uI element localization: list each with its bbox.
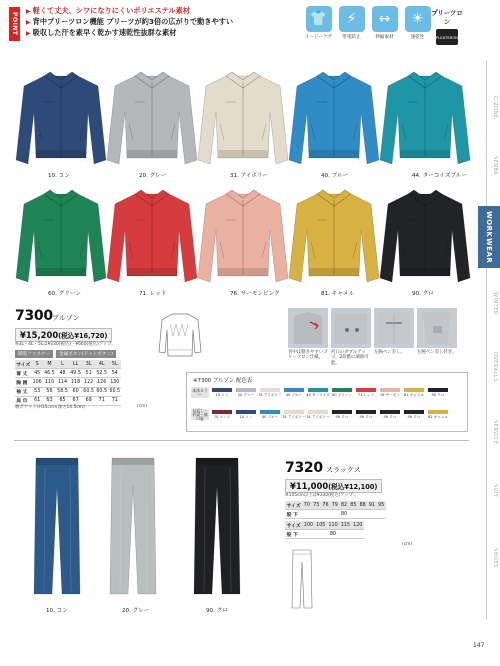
- side-tab-overalls[interactable]: OVERALLS: [492, 352, 498, 382]
- jacket-image: [14, 68, 108, 170]
- product-name-7320: スラックス: [326, 466, 361, 474]
- jacket-item: [287, 186, 381, 288]
- price-note-7320: ※105cm以上は¥330(税込)アップ。: [285, 493, 358, 498]
- side-tab-service[interactable]: SERVICE: [492, 420, 498, 445]
- color-chart-row: [191, 409, 449, 420]
- pants-item: [32, 456, 82, 596]
- feature-antistatic: ⚡ 帯電防止: [336, 6, 367, 40]
- color-swatch: 81 キャメル: [427, 410, 449, 420]
- color-swatch: 40 ブルー: [283, 388, 305, 398]
- jacket-image: [287, 186, 381, 288]
- price-note-7300: ※3L・4L・5Lは¥330(税込)・¥660(税込)アップ。: [15, 342, 116, 347]
- jacket-image: [196, 186, 290, 288]
- point-tag: POINT: [9, 7, 20, 41]
- pants-image: [32, 456, 82, 596]
- size-table-7300: [15, 360, 121, 406]
- feature-easy-care: 👕 イージーケア: [303, 6, 334, 40]
- brand-badge: PLEATSRON: [436, 29, 458, 45]
- quick-dry-icon: ☀: [405, 6, 431, 32]
- size-row: 胸 囲 106 110 114 118 122 126 130: [15, 378, 121, 387]
- color-swatch: 31 アイボリー: [259, 388, 281, 398]
- product-code-7300: 7300: [15, 308, 53, 324]
- jacket-item: [105, 68, 199, 170]
- jacket-item: [196, 68, 290, 170]
- feature-quick-dry: ☀ 速乾性: [402, 6, 433, 40]
- jacket-item: [14, 186, 108, 288]
- brand-logo: プリーツロン PLEATSRON: [430, 8, 464, 45]
- detail-photo-collar: [331, 308, 371, 348]
- color-chart-row-label: 本体カラー: [192, 387, 208, 397]
- color-swatch: 90 クロ: [379, 410, 401, 420]
- side-tab-shoes[interactable]: SHOES: [492, 548, 498, 568]
- color-swatch: 81 キャメル: [403, 388, 425, 398]
- pants-color-label: 90. クロ: [206, 608, 228, 614]
- highlight-1: ▶ 軽くて丈夫、シワになりにくいポリエステル素材: [26, 6, 191, 15]
- side-tab-suit[interactable]: SUIT: [492, 484, 498, 498]
- color-swatch: 60 グリーン: [331, 388, 353, 398]
- pants-image: [108, 456, 158, 596]
- color-swatch: 44 ターコイズ: [307, 388, 329, 398]
- color-swatch: 40 ブルー: [259, 410, 281, 420]
- size-row: 着 丈 45 46.5 48 49.5 51 52.5 54: [15, 369, 121, 378]
- size-header-row: サイズ 70 73 76 79 82 85 88 91 95: [286, 502, 385, 509]
- pants-item: [192, 456, 242, 596]
- stretch-icon: ↔: [372, 6, 398, 32]
- jacket-image: [196, 68, 290, 170]
- color-chart-row: [191, 387, 449, 398]
- side-nav-line: [486, 60, 487, 620]
- jacket-image: [287, 68, 381, 170]
- jacket-color-label: 20. グレー: [139, 173, 167, 179]
- color-swatch: 10 コン: [235, 410, 257, 420]
- jacket-item: [378, 186, 472, 288]
- color-swatch: 90 クロ: [403, 410, 425, 420]
- antistatic-icon: ⚡: [339, 6, 365, 32]
- color-swatch: 76 サーモン: [379, 388, 401, 398]
- price-7320: ¥11,000(税込¥12,100): [285, 479, 382, 493]
- product-code-7320: 7320: [285, 460, 323, 476]
- feature-stretch: ↔ 伸縮素材: [369, 6, 400, 40]
- size-row: 股 下 80: [285, 530, 364, 539]
- color-swatch: 31 アイボリー: [283, 410, 305, 420]
- color-chart-title: ※7300 ブルゾン 配色表: [193, 378, 253, 384]
- highlight-3: ▶ 吸収した汗を素早く乾かす速乾性抜群な素材: [26, 28, 177, 37]
- pocket-note: 胸ポケット(H15cm×深さ14.5cm): [15, 405, 85, 410]
- color-swatch: 20 グレー: [235, 388, 257, 398]
- product-name-7300: ブルゾン: [52, 314, 80, 322]
- color-swatch: 90 クロ: [427, 388, 449, 398]
- side-tab-work-wear[interactable]: WORK WEAR: [478, 206, 500, 268]
- color-chart-7300: [186, 372, 468, 432]
- jacket-image: [105, 186, 199, 288]
- jacket-item: [14, 68, 108, 170]
- side-tab-winter[interactable]: WINTER: [492, 292, 498, 315]
- jacket-item: [196, 186, 290, 288]
- jacket-back-sketch: [158, 310, 202, 358]
- detail-photo-arm-pen: [417, 308, 457, 348]
- page-number: 147: [473, 642, 485, 649]
- color-swatch: 31 アイボリー: [307, 410, 329, 420]
- side-tab-c-zone[interactable]: C-ZONE: [492, 96, 498, 119]
- jacket-item: [378, 68, 472, 170]
- detail-caption-1: 背中は動きやすいプリーツロン仕様。: [288, 350, 328, 361]
- size-table-7320-a: [285, 501, 386, 519]
- jacket-color-label: 71. レッド: [139, 291, 167, 297]
- jacket-image: [105, 68, 199, 170]
- color-chart-row-label: 見返し・衿裏・袖口裏: [192, 407, 208, 421]
- feature-icons: [303, 6, 433, 40]
- pants-color-label: 20. グレー: [122, 608, 150, 614]
- jacket-color-label: 60. グリーン: [48, 291, 81, 297]
- badge-zipper: 制電ファスナー: [15, 350, 53, 358]
- side-tab-senba[interactable]: SENBA: [492, 156, 498, 176]
- feature-badges-7300: [15, 350, 116, 358]
- detail-caption-4: 左腕ペン差し付き。: [417, 350, 457, 355]
- pants-image: [192, 456, 242, 596]
- jacket-image: [378, 68, 472, 170]
- detail-photo-chest-pocket: [374, 308, 414, 348]
- color-swatch: 70 エンジ: [211, 410, 233, 420]
- badge-button: 金属ボタン(ドットボタン): [56, 350, 116, 358]
- size-header-row: サイズ 100 105 110 115 120: [286, 522, 363, 529]
- pants-item: [108, 456, 158, 596]
- detail-photo-back-pleat: [288, 308, 328, 348]
- size-header-row: サイズ S M L LL 3L 4L 5L: [15, 360, 121, 369]
- jacket-item: [287, 68, 381, 170]
- jacket-color-label: 10. コン: [48, 173, 70, 179]
- jacket-color-label: 44. ターコイズブルー: [412, 173, 467, 179]
- size-unit-7320: (cm): [402, 542, 413, 547]
- color-swatch: 10 コン: [211, 388, 233, 398]
- price-7300: ¥15,200(税込¥16,720): [15, 328, 112, 342]
- color-swatch: 71 レッド: [355, 388, 377, 398]
- jacket-color-label: 76. サーモンピンク: [230, 291, 280, 297]
- jacket-color-label: 40. ブルー: [321, 173, 349, 179]
- size-unit-7300: (cm): [137, 404, 148, 409]
- detail-caption-2: 衿口のダブルアップ、2段階に調節可能。: [331, 350, 369, 366]
- jacket-color-label: 90. クロ: [412, 291, 434, 297]
- color-swatch: 90 クロ: [355, 410, 377, 420]
- highlight-2: ▶ 背中プリーツロン機能 プリーツが約3倍の広がりで動きやすい: [26, 17, 234, 26]
- size-row: 袖 丈 53 56 58.5 60 60.5 60.5 60.5: [15, 387, 121, 396]
- size-table-7320-b: [285, 521, 364, 539]
- jacket-item: [105, 186, 199, 288]
- section-divider: [14, 440, 469, 441]
- jacket-color-label: 31. アイボリー: [230, 173, 269, 179]
- color-swatch: 90 クロ: [331, 410, 353, 420]
- jacket-image: [378, 186, 472, 288]
- detail-caption-3: 左胸ペン差し。: [374, 350, 405, 355]
- easy-care-icon: 👕: [306, 6, 332, 32]
- size-row: 股 下 80: [285, 510, 386, 519]
- size-row: 肩 巾 61 63 65 67 69 71 71: [15, 396, 121, 405]
- jacket-color-label: 81. キャメル: [321, 291, 355, 297]
- pants-color-label: 10. コン: [46, 608, 68, 614]
- jacket-image: [14, 186, 108, 288]
- pants-sketch: [291, 548, 313, 610]
